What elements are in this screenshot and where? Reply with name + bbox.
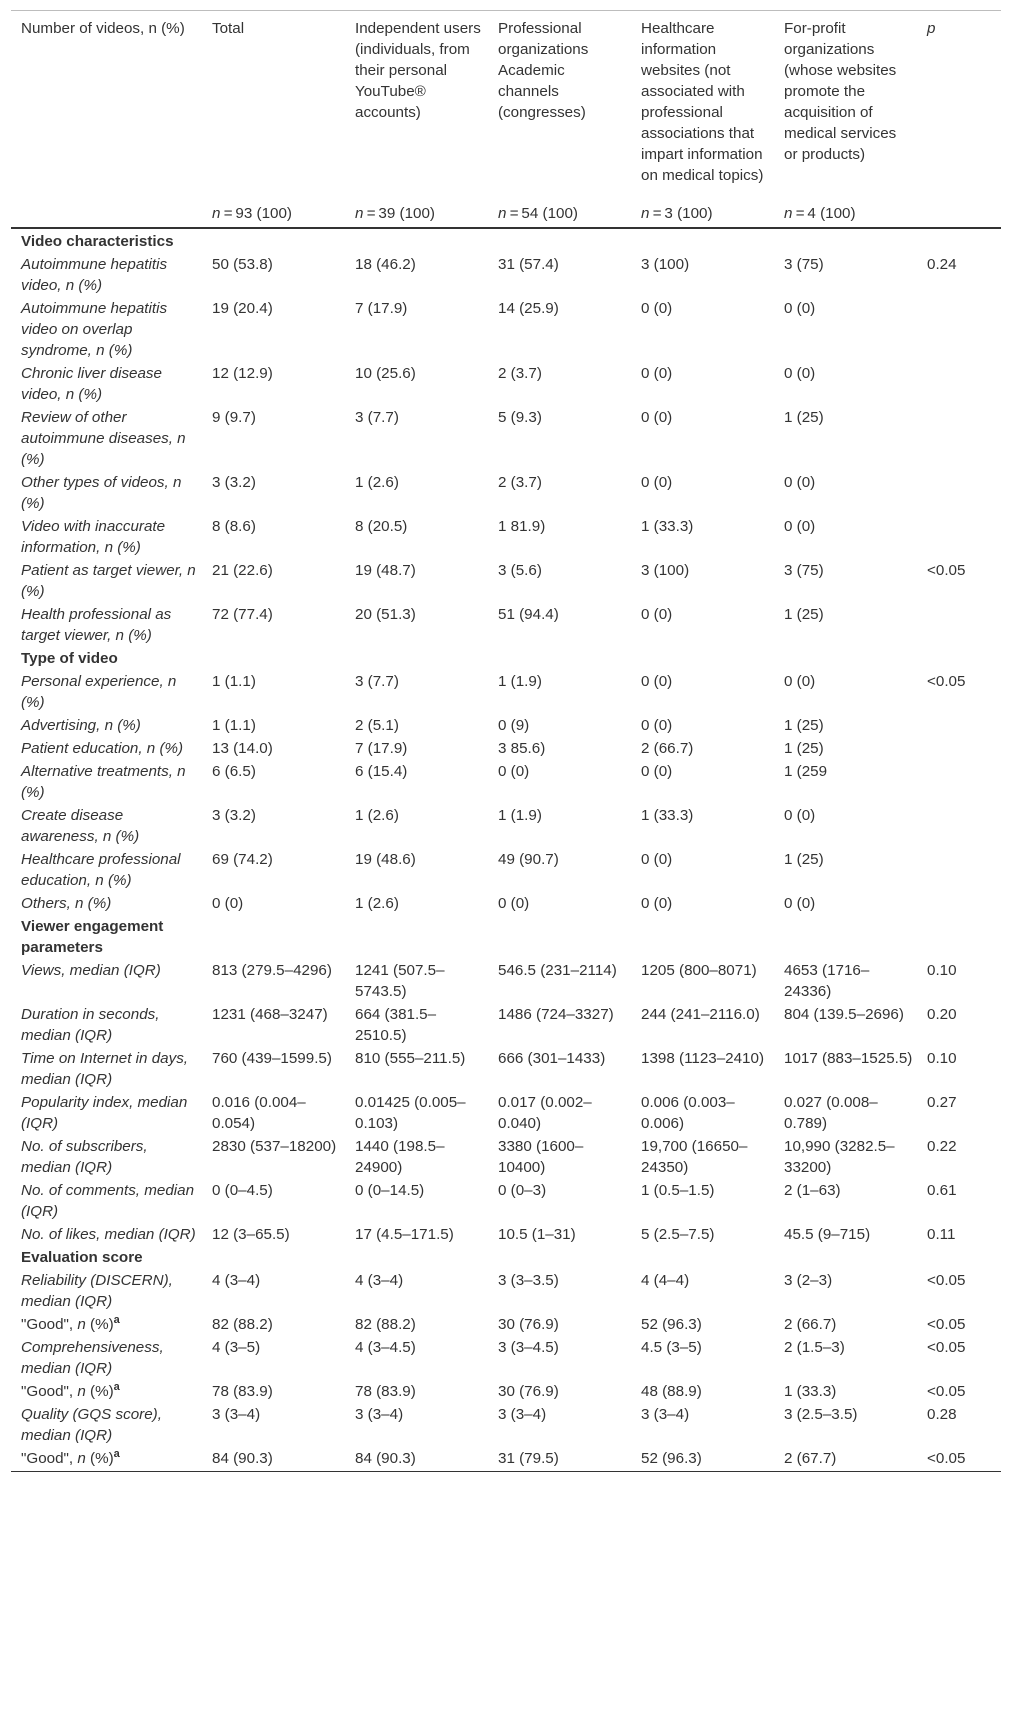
p-value-cell: 0.20: [927, 1006, 957, 1023]
n-prefix: n =: [498, 205, 522, 222]
value-cell: 6 (15.4): [355, 763, 408, 780]
p-value-cell: 0.10: [927, 962, 957, 979]
table-row: [11, 470, 1001, 514]
p-value-cell: [917, 759, 1001, 803]
value-cell: 0.027 (0.008–0.789): [784, 1094, 878, 1132]
column-header-p-value: [917, 11, 1001, 199]
row-label: Personal experience, n (%): [21, 673, 177, 711]
table-row: [11, 1178, 1001, 1222]
value-cell: 0 (0): [641, 895, 673, 912]
value-cell: 1 (33.3): [784, 1383, 837, 1400]
value-cell: 8 (8.6): [212, 518, 256, 535]
row-label: Review of other autoimmune diseases, n (%): [21, 409, 186, 468]
value-cell: 0 (0): [641, 673, 673, 690]
value-cell: 0 (0): [784, 365, 816, 382]
row-label-rest: (%): [85, 1450, 114, 1467]
empty-cell: [631, 228, 774, 252]
value-cell: 2 (66.7): [641, 740, 694, 757]
table-row: [11, 252, 1001, 296]
value-cell: 0.006 (0.003–0.006): [641, 1094, 735, 1132]
value-cell: 3 (5.6): [498, 562, 542, 579]
value-cell: 84 (90.3): [345, 1446, 488, 1472]
row-label: Patient education, n (%): [21, 740, 184, 757]
row-label-text: "Good",: [21, 1316, 78, 1333]
value-cell: 0 (0): [641, 763, 673, 780]
n-value: 39 (100): [378, 205, 435, 222]
value-cell: 1205 (800–8071): [641, 962, 757, 979]
value-cell: 48 (88.9): [641, 1383, 702, 1400]
empty-cell: [917, 228, 1001, 252]
value-cell: 3 (3–4.5): [498, 1339, 559, 1356]
empty-cell: [774, 646, 917, 669]
value-cell: 4.5 (3–5): [641, 1339, 702, 1356]
section-title: Evaluation score: [21, 1249, 143, 1266]
value-cell: 5 (9.3): [498, 409, 542, 426]
value-cell: 813 (279.5–4296): [212, 962, 332, 979]
value-cell: 2 (1.5–3): [784, 1339, 845, 1356]
table-row: [11, 669, 1001, 713]
column-header-for-profit: For-profit organizations (whose websites promote the acquisition of medical services or products): [774, 11, 917, 199]
value-cell: 19 (48.6): [355, 851, 416, 868]
section-header-row: [11, 228, 1001, 252]
row-label: Autoimmune hepatitis video, n (%): [21, 256, 168, 294]
empty-cell: [631, 1245, 774, 1268]
value-cell: 1241 (507.5–5743.5): [355, 962, 445, 1000]
value-cell: 1486 (724–3327): [498, 1006, 614, 1023]
empty-cell: [488, 1245, 631, 1268]
empty-cell: [488, 646, 631, 669]
value-cell: 2 (66.7): [784, 1316, 837, 1333]
section-header-row: [11, 646, 1001, 669]
value-cell: 84 (90.3): [202, 1446, 345, 1472]
value-cell: 10,990 (3282.5–33200): [784, 1138, 895, 1176]
row-label: Reliability (DISCERN), median (IQR): [21, 1272, 173, 1310]
value-cell: 0 (0): [498, 895, 530, 912]
n-prefix: n =: [641, 205, 665, 222]
table-row: [11, 891, 1001, 914]
p-value-cell: [917, 361, 1001, 405]
value-cell: 3 (3–4): [641, 1406, 690, 1423]
sample-size-p-empty: [917, 198, 1001, 228]
table-row: [11, 1268, 1001, 1312]
value-cell: 1 (1.9): [498, 807, 542, 824]
value-cell: 18 (46.2): [355, 256, 416, 273]
row-label: Health professional as target viewer, n (%): [21, 606, 172, 644]
value-cell: 0 (0): [641, 851, 673, 868]
value-cell: 3 (3–4): [355, 1406, 404, 1423]
table-row: [11, 736, 1001, 759]
footnote-marker: a: [113, 1447, 120, 1460]
value-cell: 3 (100): [641, 562, 690, 579]
value-cell: 30 (76.9): [498, 1316, 559, 1333]
row-label-rest: (%): [85, 1383, 114, 1400]
table-row: [11, 1134, 1001, 1178]
value-cell: 10 (25.6): [355, 365, 416, 382]
p-value-cell: [917, 891, 1001, 914]
sample-size-healthcare: [631, 198, 774, 228]
row-label: Alternative treatments, n (%): [21, 763, 186, 801]
value-cell: 0 (0–14.5): [355, 1182, 425, 1199]
empty-cell: [202, 1245, 345, 1268]
value-cell: 810 (555–211.5): [355, 1050, 466, 1067]
value-cell: 72 (77.4): [212, 606, 273, 623]
value-cell: 0 (0): [784, 300, 816, 317]
row-label: No. of subscribers, median (IQR): [21, 1138, 148, 1176]
value-cell: 5 (2.5–7.5): [641, 1226, 715, 1243]
empty-cell: [774, 228, 917, 252]
table-row: [11, 405, 1001, 470]
value-cell: 1398 (1123–2410): [641, 1050, 765, 1067]
value-cell: 8 (20.5): [355, 518, 408, 535]
n-value: 3 (100): [664, 205, 713, 222]
value-cell: 2 (1–63): [784, 1182, 841, 1199]
value-cell: 1 81.9): [498, 518, 546, 535]
row-label-italic: n: [77, 1383, 86, 1400]
table-row: [11, 1046, 1001, 1090]
value-cell: 0 (0): [641, 300, 673, 317]
row-label: Popularity index, median (IQR): [21, 1094, 188, 1132]
value-cell: 1 (33.3): [641, 518, 694, 535]
value-cell: 1231 (468–3247): [212, 1006, 328, 1023]
value-cell: 1 (0.5–1.5): [641, 1182, 715, 1199]
value-cell: 1 (25): [784, 851, 824, 868]
row-label: Patient as target viewer, n (%): [21, 562, 196, 600]
empty-cell: [917, 646, 1001, 669]
value-cell: 1 (25): [784, 606, 824, 623]
value-cell: 82 (88.2): [355, 1316, 416, 1333]
value-cell: 3 (75): [784, 562, 824, 579]
value-cell: 6 (6.5): [212, 763, 256, 780]
value-cell: 3 (7.7): [355, 673, 399, 690]
value-cell: 30 (76.9): [498, 1383, 559, 1400]
video-characteristics-table: [11, 10, 1001, 1472]
table-body: [11, 228, 1001, 1472]
row-label-text: "Good",: [21, 1450, 78, 1467]
empty-cell: [631, 646, 774, 669]
value-cell: 4653 (1716–24336): [784, 962, 870, 1000]
value-cell: 9 (9.7): [212, 409, 256, 426]
p-value-cell: 0.28: [927, 1406, 957, 1423]
value-cell: 1 (2.6): [355, 474, 399, 491]
p-value-cell: 0.27: [927, 1094, 957, 1111]
row-label-rest: (%): [85, 1316, 114, 1333]
value-cell: 10.5 (1–31): [498, 1226, 576, 1243]
value-cell: 0 (0): [641, 606, 673, 623]
table-row: [11, 1090, 1001, 1134]
value-cell: 4 (3–4): [355, 1272, 404, 1289]
value-cell: 3 (100): [641, 256, 690, 273]
value-cell: 19,700 (16650–24350): [641, 1138, 748, 1176]
row-label: Views, median (IQR): [21, 962, 161, 979]
empty-cell: [202, 228, 345, 252]
column-header-total: Total: [202, 11, 345, 199]
value-cell: 7 (17.9): [355, 740, 408, 757]
value-cell: 1440 (198.5–24900): [355, 1138, 445, 1176]
table-row: [11, 296, 1001, 361]
row-label: Others, n (%): [21, 895, 112, 912]
p-value-cell: <0.05: [917, 1446, 1001, 1472]
n-prefix: n =: [355, 205, 379, 222]
table-row: [11, 602, 1001, 646]
row-label: Quality (GQS score), median (IQR): [21, 1406, 162, 1444]
value-cell: 1 (2.6): [355, 807, 399, 824]
p-value-cell: <0.05: [927, 1339, 966, 1356]
table-row: [11, 1312, 1001, 1335]
value-cell: 3 (3–4): [498, 1406, 547, 1423]
empty-cell: [917, 914, 1001, 958]
value-cell: 3 (3.2): [212, 807, 256, 824]
p-value-cell: [917, 602, 1001, 646]
empty-cell: [345, 1245, 488, 1268]
table-container: [11, 10, 1001, 1472]
row-label: Comprehensiveness, median (IQR): [21, 1339, 164, 1377]
value-cell: 664 (381.5–2510.5): [355, 1006, 437, 1044]
value-cell: 3 (2–3): [784, 1272, 833, 1289]
row-label: Chronic liver disease video, n (%): [21, 365, 162, 403]
value-cell: 3 (3–3.5): [498, 1272, 559, 1289]
p-value-cell: 0.61: [927, 1182, 957, 1199]
value-cell: 1 (33.3): [641, 807, 694, 824]
value-cell: 14 (25.9): [498, 300, 559, 317]
section-title: Video characteristics: [21, 233, 174, 250]
p-value-cell: [917, 713, 1001, 736]
sample-size-for-profit: [774, 198, 917, 228]
table-row: [11, 1335, 1001, 1379]
value-cell: 1 (25): [784, 740, 824, 757]
row-label: [11, 1446, 202, 1472]
table-row: [11, 803, 1001, 847]
value-cell: 760 (439–1599.5): [212, 1050, 332, 1067]
section-header-row: [11, 1245, 1001, 1268]
row-label: Autoimmune hepatitis video on overlap syndrome, n (%): [21, 300, 168, 359]
value-cell: 4 (4–4): [641, 1272, 690, 1289]
sample-size-independent: [345, 198, 488, 228]
value-cell: 0 (0): [784, 807, 816, 824]
table-row: [11, 847, 1001, 891]
value-cell: 3380 (1600–10400): [498, 1138, 584, 1176]
row-label: Healthcare professional education, n (%): [21, 851, 181, 889]
footnote-marker: a: [113, 1380, 120, 1393]
table-row: [11, 1446, 1001, 1472]
header-row: [11, 11, 1001, 199]
row-label: Other types of videos, n (%): [21, 474, 182, 512]
value-cell: 1 (25): [784, 409, 824, 426]
value-cell: 3 85.6): [498, 740, 546, 757]
table-row: [11, 958, 1001, 1002]
value-cell: 21 (22.6): [212, 562, 273, 579]
empty-cell: [774, 914, 917, 958]
value-cell: 546.5 (231–2114): [498, 962, 617, 979]
value-cell: 1 (25): [784, 717, 824, 734]
sample-size-empty: [11, 198, 202, 228]
column-header-category: Number of videos, n (%): [11, 11, 202, 199]
empty-cell: [631, 914, 774, 958]
empty-cell: [774, 1245, 917, 1268]
table-row: [11, 713, 1001, 736]
p-value-cell: 0.24: [927, 256, 957, 273]
empty-cell: [917, 1245, 1001, 1268]
value-cell: 69 (74.2): [212, 851, 273, 868]
row-label: [11, 1312, 202, 1335]
column-header-professional-organizations: Professional organizations Academic channels (congresses): [488, 11, 631, 199]
value-cell: 52 (96.3): [641, 1316, 702, 1333]
value-cell: 31 (57.4): [498, 256, 559, 273]
value-cell: 804 (139.5–2696): [784, 1006, 904, 1023]
p-value-cell: <0.05: [927, 1316, 966, 1333]
n-value: 4 (100): [807, 205, 856, 222]
p-value-cell: <0.05: [927, 673, 966, 690]
value-cell: 1017 (883–1525.5): [784, 1050, 913, 1067]
empty-cell: [345, 914, 488, 958]
value-cell: 78 (83.9): [355, 1383, 416, 1400]
table-row: [11, 1402, 1001, 1446]
value-cell: 31 (79.5): [488, 1446, 631, 1472]
p-value-cell: 0.11: [927, 1226, 956, 1243]
value-cell: 12 (3–65.5): [212, 1226, 290, 1243]
value-cell: 1 (1.9): [498, 673, 542, 690]
p-value-cell: [917, 405, 1001, 470]
value-cell: 20 (51.3): [355, 606, 416, 623]
value-cell: 19 (20.4): [212, 300, 273, 317]
p-value-cell: [917, 514, 1001, 558]
empty-cell: [488, 228, 631, 252]
value-cell: 0 (0): [784, 895, 816, 912]
p-value-cell: [917, 736, 1001, 759]
n-value: 93 (100): [235, 205, 292, 222]
n-prefix: n =: [784, 205, 808, 222]
row-label: No. of comments, median (IQR): [21, 1182, 195, 1220]
p-symbol: p: [927, 20, 936, 37]
table-row: [11, 759, 1001, 803]
row-label-text: "Good",: [21, 1383, 78, 1400]
p-value-cell: <0.05: [927, 1272, 966, 1289]
value-cell: 3 (3.2): [212, 474, 256, 491]
empty-cell: [488, 914, 631, 958]
p-value-cell: 0.10: [927, 1050, 957, 1067]
value-cell: 7 (17.9): [355, 300, 408, 317]
value-cell: 2830 (537–18200): [212, 1138, 337, 1155]
p-value-cell: 0.22: [927, 1138, 957, 1155]
p-value-cell: <0.05: [927, 562, 966, 579]
value-cell: 0 (0): [784, 474, 816, 491]
empty-cell: [345, 646, 488, 669]
value-cell: 2 (3.7): [498, 474, 542, 491]
value-cell: 0.01425 (0.005–0.103): [355, 1094, 466, 1132]
value-cell: 49 (90.7): [498, 851, 559, 868]
value-cell: 1 (1.1): [212, 673, 256, 690]
value-cell: 0 (0): [784, 518, 816, 535]
value-cell: 0 (0): [641, 365, 673, 382]
value-cell: 0 (0): [212, 895, 244, 912]
column-header-independent-users: Independent users (individuals, from their personal YouTube® accounts): [345, 11, 488, 199]
value-cell: 4 (3–4): [212, 1272, 261, 1289]
value-cell: 19 (48.7): [355, 562, 416, 579]
value-cell: 0 (9): [498, 717, 530, 734]
n-value: 54 (100): [521, 205, 578, 222]
n-prefix: n =: [212, 205, 236, 222]
value-cell: 0 (0): [641, 409, 673, 426]
value-cell: 3 (2.5–3.5): [784, 1406, 858, 1423]
value-cell: 82 (88.2): [212, 1316, 273, 1333]
row-label: Duration in seconds, median (IQR): [21, 1006, 160, 1044]
value-cell: 0.016 (0.004–0.054): [212, 1094, 306, 1132]
empty-cell: [202, 646, 345, 669]
value-cell: 45.5 (9–715): [784, 1226, 871, 1243]
value-cell: 1 (2.6): [355, 895, 399, 912]
section-title: Viewer engagement parameters: [21, 918, 164, 956]
section-title: Type of video: [21, 650, 118, 667]
sample-size-professional: [488, 198, 631, 228]
value-cell: 1 (259: [784, 763, 828, 780]
value-cell: 2 (5.1): [355, 717, 399, 734]
value-cell: 0 (0): [641, 474, 673, 491]
value-cell: 244 (241–2116.0): [641, 1006, 760, 1023]
value-cell: 78 (83.9): [212, 1383, 273, 1400]
value-cell: 0 (0): [498, 763, 530, 780]
value-cell: 0 (0–4.5): [212, 1182, 273, 1199]
row-label-italic: n: [77, 1450, 86, 1467]
value-cell: 2 (67.7): [774, 1446, 917, 1472]
value-cell: 12 (12.9): [212, 365, 273, 382]
sample-size-total: [202, 198, 345, 228]
table-row: [11, 1379, 1001, 1402]
row-label: Advertising, n (%): [21, 717, 141, 734]
value-cell: 666 (301–1433): [498, 1050, 606, 1067]
p-value-cell: [917, 847, 1001, 891]
empty-cell: [345, 228, 488, 252]
value-cell: 3 (3–4): [212, 1406, 261, 1423]
value-cell: 0 (0): [784, 673, 816, 690]
footnote-marker: a: [113, 1313, 120, 1326]
p-value-cell: [917, 296, 1001, 361]
sample-size-row: [11, 198, 1001, 228]
table-row: [11, 1002, 1001, 1046]
value-cell: 1 (1.1): [212, 717, 256, 734]
row-label: Video with inaccurate information, n (%): [21, 518, 166, 556]
p-value-cell: <0.05: [927, 1383, 966, 1400]
row-label: Create disease awareness, n (%): [21, 807, 140, 845]
value-cell: 0.017 (0.002–0.040): [498, 1094, 592, 1132]
value-cell: 17 (4.5–171.5): [355, 1226, 454, 1243]
value-cell: 2 (3.7): [498, 365, 542, 382]
value-cell: 50 (53.8): [212, 256, 273, 273]
value-cell: 4 (3–4.5): [355, 1339, 416, 1356]
section-header-row: [11, 914, 1001, 958]
value-cell: 4 (3–5): [212, 1339, 261, 1356]
value-cell: 52 (96.3): [631, 1446, 774, 1472]
table-row: [11, 558, 1001, 602]
value-cell: 0 (0–3): [498, 1182, 547, 1199]
p-value-cell: [917, 803, 1001, 847]
row-label: [11, 1379, 202, 1402]
value-cell: 3 (7.7): [355, 409, 399, 426]
value-cell: 3 (75): [784, 256, 824, 273]
value-cell: 51 (94.4): [498, 606, 559, 623]
table-row: [11, 514, 1001, 558]
row-label: Time on Internet in days, median (IQR): [21, 1050, 189, 1088]
empty-cell: [202, 914, 345, 958]
row-label: No. of likes, median (IQR): [21, 1226, 196, 1243]
column-header-healthcare-websites: Healthcare information websites (not associated with professional associations that impart information on medical topics): [631, 11, 774, 199]
table-row: [11, 1222, 1001, 1245]
table-row: [11, 361, 1001, 405]
value-cell: 0 (0): [641, 717, 673, 734]
row-label-italic: n: [77, 1316, 86, 1333]
p-value-cell: [917, 470, 1001, 514]
value-cell: 13 (14.0): [212, 740, 273, 757]
